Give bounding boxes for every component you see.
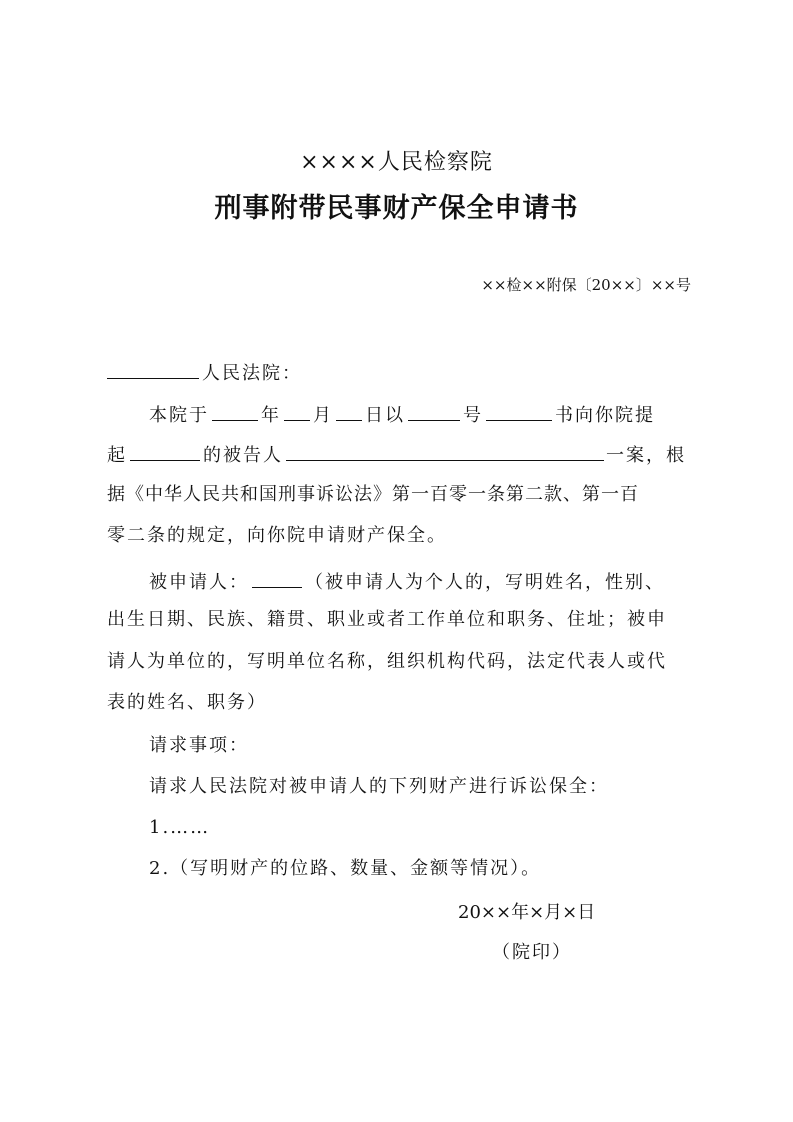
- addressee-line: [107, 358, 692, 386]
- paragraph-2-line-2: 出生日期、民族、籍贯、职业或者工作单位和职务、住址；被申: [107, 609, 667, 630]
- organization-name: ××××人民检察院: [300, 150, 493, 175]
- text-segment: 书向你院提: [555, 405, 655, 426]
- paragraph-1-line-3: 据《中华人民共和国刑事诉讼法》第一百零一条第二款、第一百: [107, 484, 639, 505]
- document-type-blank: [408, 400, 460, 421]
- request-item-1: 1.……: [149, 817, 211, 838]
- text-segment: 号: [463, 405, 483, 426]
- text-segment: 被申请人：: [149, 572, 249, 593]
- text-segment: 一案，根: [606, 445, 686, 466]
- text-segment: 本院于: [149, 405, 209, 426]
- day-blank: [336, 400, 362, 421]
- text-segment: 起: [107, 445, 127, 466]
- request-heading: 请求事项：: [149, 735, 249, 756]
- signature-date: 20××年×月×日: [458, 902, 596, 923]
- court-name-blank: [107, 358, 199, 379]
- document-title: 刑事附带民事财产保全申请书: [214, 193, 579, 224]
- month-blank: [284, 400, 310, 421]
- text-segment: （被申请人为个人的，写明姓名，性别、: [305, 572, 665, 593]
- defendant-blank: [286, 440, 604, 461]
- charge-blank: [130, 440, 200, 461]
- document-number-blank: [486, 400, 552, 421]
- respondent-blank: [252, 567, 302, 588]
- text-segment: 月: [313, 405, 333, 426]
- request-text: 请求人民法院对被申请人的下列财产进行诉讼保全：: [149, 776, 609, 797]
- request-item-2: 2.（写明财产的位路、数量、金额等情况）。: [149, 858, 542, 879]
- paragraph-2-line-4: 表的姓名、职务）: [107, 692, 267, 713]
- paragraph-1-line-2: [107, 440, 692, 468]
- text-segment: 年: [261, 405, 281, 426]
- addressee-suffix: 人民法院：: [202, 363, 302, 384]
- paragraph-1-line-4: 零二条的规定，向你院申请财产保全。: [107, 525, 447, 546]
- paragraph-1-line-1: [149, 400, 692, 428]
- document-number: ××检××附保〔20××〕××号: [481, 276, 691, 294]
- year-blank: [212, 400, 258, 421]
- text-segment: 的被告人: [203, 445, 283, 466]
- paragraph-2-line-1: [149, 567, 692, 595]
- paragraph-2-line-3: 请人为单位的，写明单位名称，组织机构代码，法定代表人或代: [107, 651, 667, 672]
- court-seal-placeholder: （院印）: [492, 942, 572, 963]
- text-segment: 日以: [365, 405, 405, 426]
